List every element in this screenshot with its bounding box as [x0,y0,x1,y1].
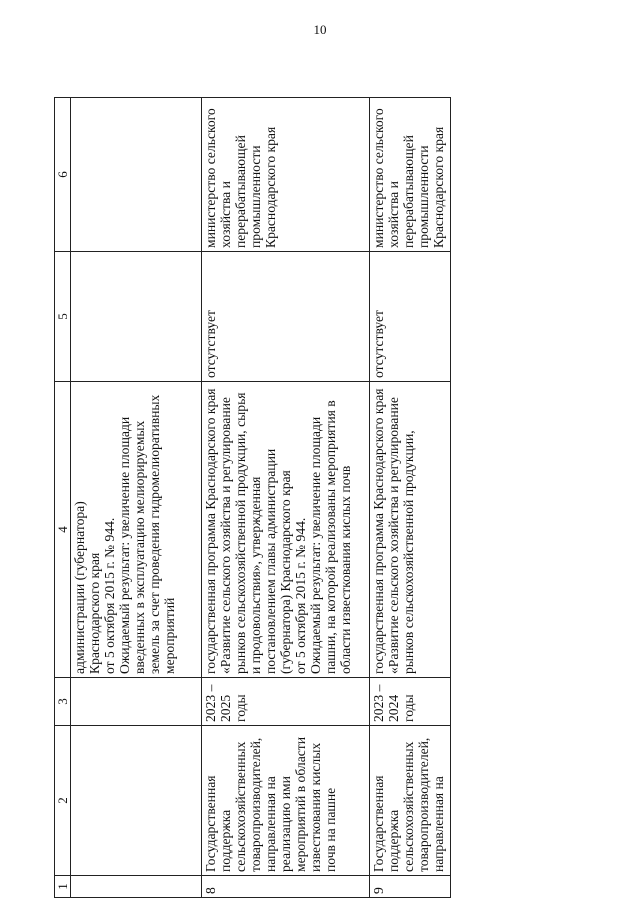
description: администрации (губернатора) Краснодарского края от 5 октября 2015 г. № 944. Ожидаемый результат: увеличение площади введенных в эксплуатацию мелиорируемых земель за счет проведения гидромелиоративных мероприятий [71,382,202,678]
table-header-row [55,98,71,898]
period [71,678,202,726]
rotated-table-container [54,98,446,898]
column-header: 1 [55,876,71,898]
column-header: 6 [55,98,71,252]
period: 2023 – 2025 годы [202,678,370,726]
description: государственная программа Краснодарского края «Развитие сельского хозяйства и регулирование рынков сельскохозяйственной продукции, [370,382,451,678]
period: 2023 – 2024 годы [370,678,451,726]
event-name [71,726,202,876]
event-name: Государственная поддержка сельскохозяйственных товаропроизводителей, направленная на [370,726,451,876]
executor: министерство сельского хозяйства и перерабатывающей промышленности Краснодарского края [370,98,451,252]
description: государственная программа Краснодарского края «Развитие сельского хозяйства и регулирование рынков сельскохозяйственной продукции, сырья и продовольствия», утвержденная постановлением главы администрации (губернатора) Краснодарского края от 5 октября 2015 г. № 944. Ожидаемый результат: увеличение площади пашни, на которой реализованы мероприятия в области известкования кислых почв [202,382,370,678]
funding: отсутствует [370,252,451,382]
row-number: 8 [202,876,370,898]
page-number: 10 [313,22,327,37]
table-row [202,98,370,898]
funding [71,252,202,382]
table-row [370,98,451,898]
column-header: 4 [55,382,71,678]
event-name: Государственная поддержка сельскохозяйственных товаропроизводителей, направленная на реализацию ими мероприятий в области известкования кислых почв на пашне [202,726,370,876]
measures-table [54,97,451,898]
row-number [71,876,202,898]
funding: отсутствует [202,252,370,382]
column-header: 5 [55,252,71,382]
executor: министерство сельского хозяйства и перерабатывающей промышленности Краснодарского края [202,98,370,252]
executor [71,98,202,252]
row-number: 9 [370,876,451,898]
column-header: 3 [55,678,71,726]
column-header: 2 [55,726,71,876]
table-row [71,98,202,898]
